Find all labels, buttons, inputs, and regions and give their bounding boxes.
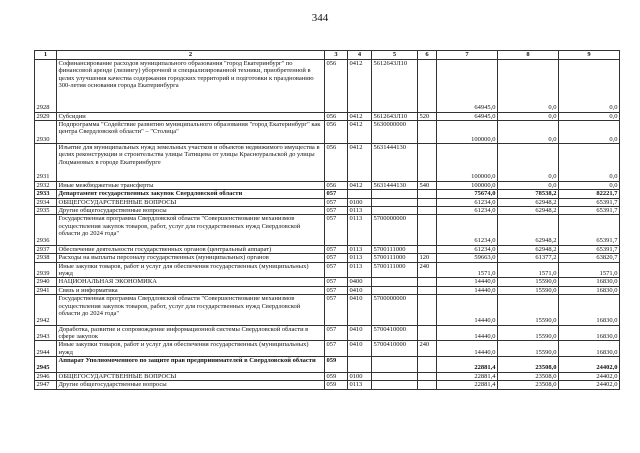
amount-year2-cell: 23508,0 [498,372,559,380]
table-row [35,357,620,373]
target-article-cell: 5700410000 [372,325,418,341]
section-code-cell: 0100 [348,372,372,380]
table-row [35,325,620,341]
header-cell: 9 [559,51,620,60]
amount-year1-cell: 22881,4 [437,357,498,373]
row-index-cell: 2931 [35,144,57,182]
header-cell: 3 [325,51,348,60]
amount-year2-cell: 23508,0 [498,381,559,389]
amount-year3-cell: 0,0 [559,112,620,120]
section-code-cell: 0113 [348,245,372,253]
amount-year3-cell: 1571,0 [559,262,620,278]
section-code-cell: 0100 [348,198,372,206]
amount-year1-cell: 1571,0 [437,262,498,278]
row-index-cell: 2943 [35,325,57,341]
amount-year2-cell: 15590,0 [498,341,559,357]
amount-year1-cell: 100000,0 [437,181,498,189]
row-index-cell: 2941 [35,286,57,294]
amount-year3-cell: 16830,0 [559,325,620,341]
section-code-cell: 0113 [348,381,372,389]
target-article-cell: 5700111000 [372,254,418,262]
amount-year1-cell: 61234,0 [437,207,498,215]
section-code-cell: 0113 [348,262,372,278]
section-code-cell: 0410 [348,286,372,294]
expense-type-cell [418,207,437,215]
row-name-cell: Расходы на выплаты персоналу государственных (муниципальных) органов [57,254,325,262]
target-article-cell: 5700000000 [372,295,418,325]
target-article-cell [372,372,418,380]
amount-year1-cell: 61234,0 [437,198,498,206]
header-cell: 5 [372,51,418,60]
department-code-cell: 057 [325,190,348,198]
target-article-cell: 5630000000 [372,121,418,144]
section-code-cell: 0412 [348,60,372,113]
row-index-cell: 2942 [35,295,57,325]
amount-year3-cell: 65391,7 [559,215,620,245]
amount-year3-cell: 63820,7 [559,254,620,262]
target-article-cell: 5631444130 [372,181,418,189]
row-index-cell: 2935 [35,207,57,215]
expense-type-cell [418,295,437,325]
amount-year2-cell: 15590,0 [498,286,559,294]
department-code-cell: 059 [325,372,348,380]
target-article-cell: 5700111000 [372,262,418,278]
section-code-cell: 0412 [348,121,372,144]
row-name-cell: Связь и информатика [57,286,325,294]
department-code-cell: 057 [325,341,348,357]
amount-year3-cell: 16830,0 [559,286,620,294]
table-row [35,254,620,262]
expense-type-cell: 540 [418,181,437,189]
row-index-cell: 2933 [35,190,57,198]
department-code-cell: 057 [325,295,348,325]
department-code-cell: 057 [325,215,348,245]
row-index-cell: 2928 [35,60,57,113]
target-article-cell: 5612643Л10 [372,60,418,113]
amount-year3-cell: 0,0 [559,144,620,182]
department-code-cell: 057 [325,198,348,206]
section-code-cell [348,357,372,373]
table-row [35,198,620,206]
target-article-cell [372,278,418,286]
expense-type-cell [418,215,437,245]
row-index-cell: 2934 [35,198,57,206]
amount-year2-cell: 15590,0 [498,278,559,286]
section-code-cell: 0400 [348,278,372,286]
row-name-cell: Изъятие для муниципальных нужд земельных участков и объектов недвижимого имущества в целях реконструкции и строительства улицы Татищева от улицы Красноуральской до улицы Лоцмановых в городе Екатеринбурге [57,144,325,182]
expense-type-cell [418,245,437,253]
amount-year2-cell: 78538,2 [498,190,559,198]
target-article-cell: 5700000000 [372,215,418,245]
row-name-cell: Субсидии [57,112,325,120]
target-article-cell: 5631444130 [372,144,418,182]
section-code-cell: 0412 [348,181,372,189]
amount-year2-cell: 0,0 [498,121,559,144]
row-index-cell: 2930 [35,121,57,144]
row-name-cell: Иные закупки товаров, работ и услуг для обеспечения государственных (муниципальных) нужд [57,341,325,357]
department-code-cell: 056 [325,144,348,182]
department-code-cell: 057 [325,262,348,278]
row-index-cell: 2944 [35,341,57,357]
amount-year2-cell: 15590,0 [498,325,559,341]
header-cell: 6 [418,51,437,60]
amount-year2-cell: 0,0 [498,181,559,189]
amount-year1-cell: 14440,0 [437,341,498,357]
expense-type-cell [418,190,437,198]
target-article-cell [372,207,418,215]
department-code-cell: 059 [325,357,348,373]
table-row [35,112,620,120]
row-name-cell: Обеспечение деятельности государственных органов (центральный аппарат) [57,245,325,253]
section-code-cell: 0113 [348,254,372,262]
expense-type-cell [418,325,437,341]
department-code-cell: 056 [325,121,348,144]
row-name-cell: Государственная программа Свердловской области "Совершенствование механизмов осуществления закупок товаров, работ, услуг для государственных нужд Свердловской области до 2024 года" [57,295,325,325]
expense-type-cell: 240 [418,262,437,278]
target-article-cell: 5612643Л10 [372,112,418,120]
header-cell: 7 [437,51,498,60]
section-code-cell: 0412 [348,112,372,120]
amount-year3-cell: 82221,7 [559,190,620,198]
row-name-cell: Иные межбюджетные трансферты [57,181,325,189]
table-row [35,60,620,113]
expense-type-cell: 520 [418,112,437,120]
amount-year1-cell: 100000,0 [437,121,498,144]
amount-year1-cell: 61234,0 [437,245,498,253]
amount-year3-cell: 16830,0 [559,341,620,357]
amount-year1-cell: 75674,0 [437,190,498,198]
amount-year1-cell: 22881,4 [437,381,498,389]
department-code-cell: 057 [325,254,348,262]
department-code-cell: 057 [325,286,348,294]
row-index-cell: 2939 [35,262,57,278]
amount-year3-cell: 24402,0 [559,372,620,380]
header-cell: 4 [348,51,372,60]
header-cell: 1 [35,51,57,60]
department-code-cell: 056 [325,112,348,120]
row-name-cell: Государственная программа Свердловской области "Совершенствование механизмов осуществления закупок товаров, работ, услуг для государственных нужд Свердловской области до 2024 года" [57,215,325,245]
department-code-cell: 057 [325,245,348,253]
target-article-cell [372,381,418,389]
amount-year3-cell: 24402,0 [559,381,620,389]
table-row [35,372,620,380]
row-index-cell: 2932 [35,181,57,189]
amount-year3-cell: 0,0 [559,121,620,144]
section-code-cell: 0412 [348,144,372,182]
amount-year2-cell: 0,0 [498,144,559,182]
target-article-cell [372,286,418,294]
amount-year2-cell: 62948,2 [498,198,559,206]
row-index-cell: 2929 [35,112,57,120]
amount-year3-cell: 65391,7 [559,198,620,206]
expense-type-cell [418,381,437,389]
row-name-cell: Другие общегосударственные вопросы [57,207,325,215]
expense-type-cell [418,372,437,380]
amount-year2-cell: 23508,0 [498,357,559,373]
expense-type-cell [418,278,437,286]
table-row [35,190,620,198]
amount-year3-cell: 24402,0 [559,357,620,373]
amount-year2-cell: 0,0 [498,112,559,120]
amount-year2-cell: 0,0 [498,60,559,113]
amount-year1-cell: 22881,4 [437,372,498,380]
target-article-cell: 5700111000 [372,245,418,253]
amount-year2-cell: 62948,2 [498,215,559,245]
table-row [35,381,620,389]
row-index-cell: 2945 [35,357,57,373]
expense-type-cell [418,121,437,144]
department-code-cell: 057 [325,207,348,215]
row-index-cell: 2946 [35,372,57,380]
expense-type-cell [418,286,437,294]
expense-type-cell [418,60,437,113]
row-name-cell: Другие общегосударственные вопросы [57,381,325,389]
table-row [35,181,620,189]
expense-type-cell [418,357,437,373]
table-row [35,286,620,294]
amount-year3-cell: 16830,0 [559,278,620,286]
section-code-cell: 0113 [348,215,372,245]
section-code-cell [348,190,372,198]
table-row [35,215,620,245]
target-article-cell [372,190,418,198]
amount-year1-cell: 14440,0 [437,278,498,286]
amount-year2-cell: 62948,2 [498,207,559,215]
table-row [35,121,620,144]
table-row [35,295,620,325]
row-name-cell: Доработка, развитие и сопровождение информационной системы Свердловской области в сфере закупок [57,325,325,341]
expense-type-cell: 120 [418,254,437,262]
amount-year2-cell: 61377,2 [498,254,559,262]
department-code-cell: 057 [325,278,348,286]
row-index-cell: 2936 [35,215,57,245]
page-number: 344 [311,12,329,24]
table-row [35,207,620,215]
department-code-cell: 059 [325,381,348,389]
row-name-cell: ОБЩЕГОСУДАРСТВЕННЫЕ ВОПРОСЫ [57,198,325,206]
amount-year1-cell: 64945,0 [437,60,498,113]
department-code-cell: 056 [325,181,348,189]
row-name-cell: Иные закупки товаров, работ и услуг для обеспечения государственных (муниципальных) нужд [57,262,325,278]
target-article-cell [372,198,418,206]
row-name-cell: Департамент государственных закупок Свердловской области [57,190,325,198]
table-row [35,262,620,278]
section-code-cell: 0410 [348,325,372,341]
header-cell: 2 [57,51,325,60]
expense-type-cell: 240 [418,341,437,357]
target-article-cell: 5700410000 [372,341,418,357]
table-row [35,278,620,286]
amount-year2-cell: 1571,0 [498,262,559,278]
table-row [35,245,620,253]
amount-year1-cell: 14440,0 [437,295,498,325]
section-code-cell: 0410 [348,295,372,325]
section-code-cell: 0410 [348,341,372,357]
amount-year3-cell: 16830,0 [559,295,620,325]
budget-table [34,50,620,390]
amount-year3-cell: 65391,7 [559,245,620,253]
amount-year1-cell: 100000,0 [437,144,498,182]
amount-year3-cell: 0,0 [559,181,620,189]
header-cell: 8 [498,51,559,60]
table-row [35,144,620,182]
department-code-cell: 057 [325,325,348,341]
row-name-cell: ОБЩЕГОСУДАРСТВЕННЫЕ ВОПРОСЫ [57,372,325,380]
amount-year2-cell: 62948,2 [498,245,559,253]
department-code-cell: 056 [325,60,348,113]
target-article-cell [372,357,418,373]
section-code-cell: 0113 [348,207,372,215]
row-index-cell: 2937 [35,245,57,253]
amount-year1-cell: 59663,0 [437,254,498,262]
amount-year1-cell: 61234,0 [437,215,498,245]
expense-type-cell [418,144,437,182]
amount-year3-cell: 0,0 [559,60,620,113]
expense-type-cell [418,198,437,206]
row-index-cell: 2938 [35,254,57,262]
row-name-cell: Подпрограмма "Содействие развитию муниципального образования "город Екатеринбург" как центра Свердловской области" – "Столица" [57,121,325,144]
amount-year3-cell: 65391,7 [559,207,620,215]
amount-year1-cell: 64945,0 [437,112,498,120]
amount-year2-cell: 15590,0 [498,295,559,325]
row-index-cell: 2940 [35,278,57,286]
amount-year1-cell: 14440,0 [437,325,498,341]
row-name-cell: Аппарат Уполномоченного по защите прав предпринимателей в Свердловской области [57,357,325,373]
row-name-cell: Софинансирование расходов муниципального образования "город Екатеринбург" по финансовой аренде (лизингу) уборочной и специализированной техники, приобретенной в целях улучшения качества содержания городских территорий и подготовки к празднованию 300-летия основания города Екатеринбурга [57,60,325,113]
row-index-cell: 2947 [35,381,57,389]
amount-year1-cell: 14440,0 [437,286,498,294]
table-row [35,341,620,357]
table-header-row [35,51,620,60]
row-name-cell: НАЦИОНАЛЬНАЯ ЭКОНОМИКА [57,278,325,286]
